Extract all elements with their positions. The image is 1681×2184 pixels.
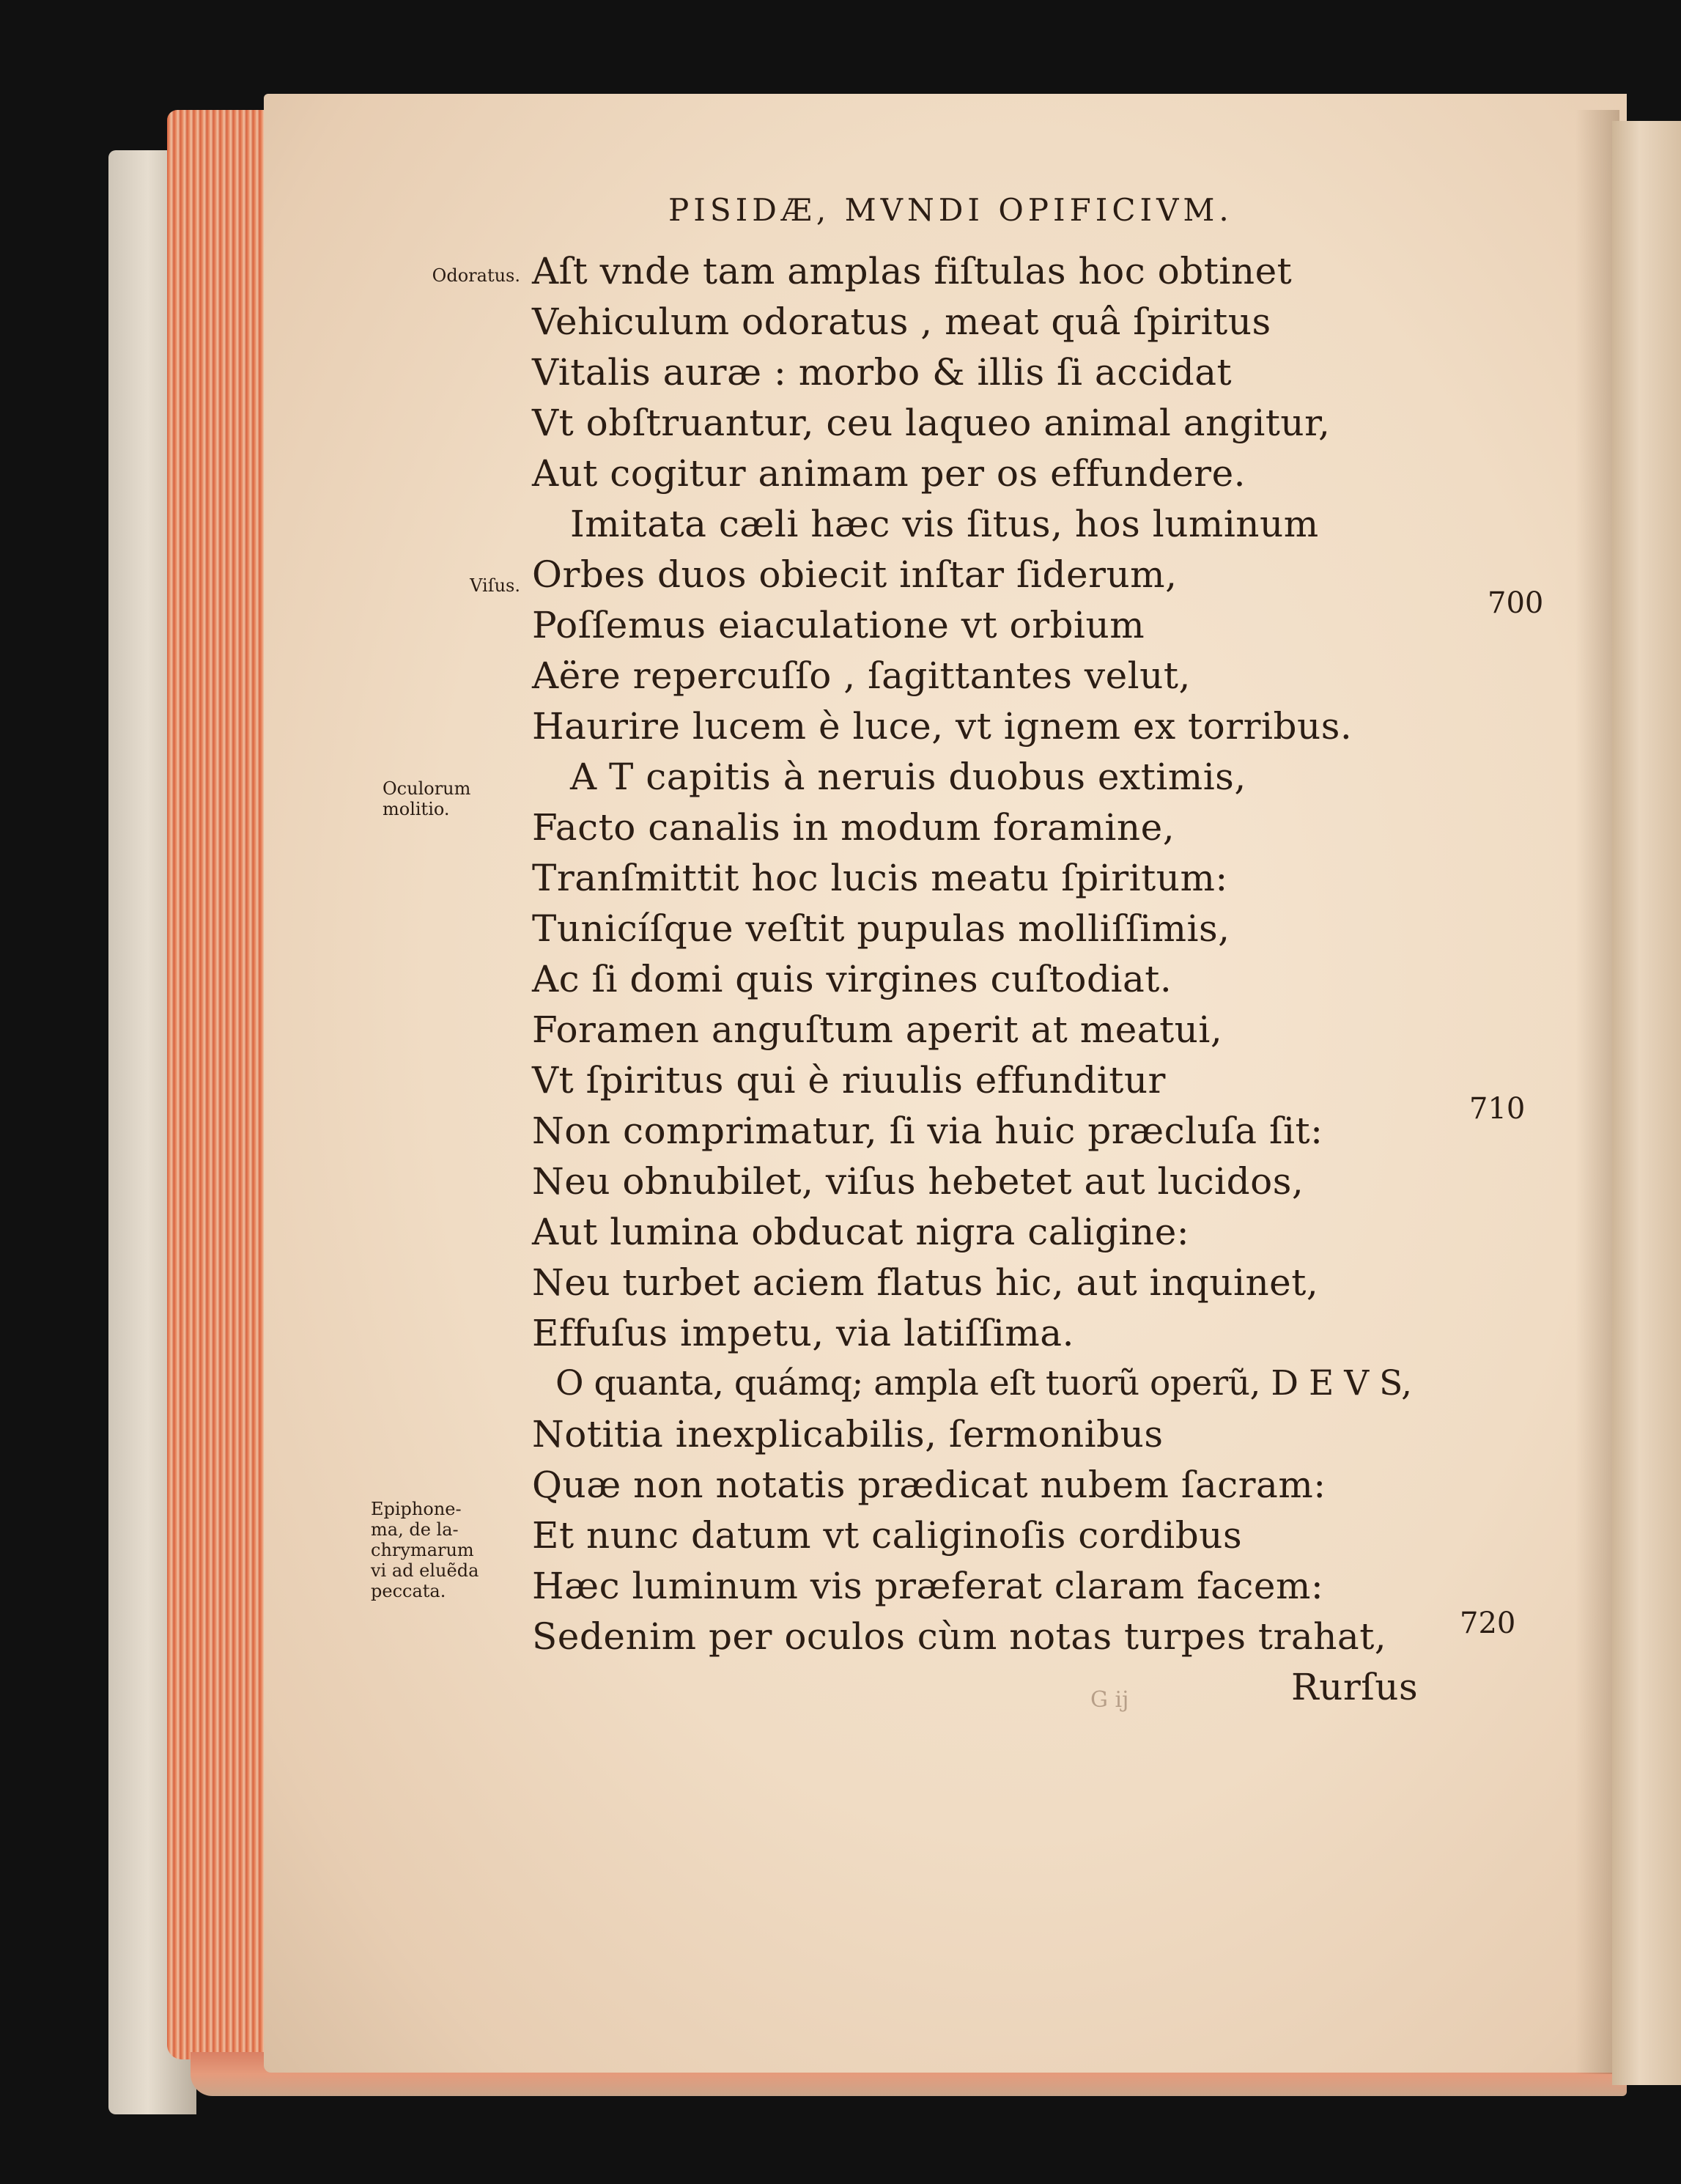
verse-line-18: Non comprimatur, ſi via huic præcluſa ſit: xyxy=(532,1110,1323,1152)
verse-line-10: Haurire lucem è luce, vt ignem ex torribus. xyxy=(532,705,1353,748)
verse-line-16: Foramen anguſtum aperit at meatui, xyxy=(532,1008,1223,1051)
marginal-note-line: Oculorum xyxy=(383,778,471,799)
marginal-note-epiphonema xyxy=(371,1499,517,1601)
marginal-note-line: ma, de la- xyxy=(371,1519,459,1540)
verse-line-23: O quanta, quámq; ampla eſt tuorũ operũ, D E V S, xyxy=(555,1363,1412,1403)
verse-line-9: Aëre repercuſſo , ſagittantes velut, xyxy=(532,654,1191,697)
verse-line-1: Aſt vnde tam amplas fiſtulas hoc obtinet xyxy=(532,250,1293,292)
facing-page-edge xyxy=(1612,121,1681,2085)
marginal-note-line: peccata. xyxy=(371,1581,446,1601)
verse-line-27: Hæc luminum vis præferat claram facem: xyxy=(532,1565,1324,1607)
marginal-note-visus: Viſus. xyxy=(470,575,520,596)
verse-line-3: Vitalis auræ : morbo & illis ſi accidat xyxy=(532,351,1233,394)
verse-line-2: Vehiculum odoratus , meat quâ ſpiritus xyxy=(532,300,1271,343)
verse-line-19: Neu obnubilet, viſus hebetet aut lucidos, xyxy=(532,1160,1304,1203)
line-number-710: 710 xyxy=(1469,1092,1526,1126)
verse-line-21: Neu turbet aciem flatus hic, aut inquinet, xyxy=(532,1261,1319,1304)
catchword: Rurſus xyxy=(1291,1666,1419,1708)
verse-line-25: Quæ non notatis prædicat nubem ſacram: xyxy=(532,1464,1326,1506)
verse-line-12: Facto canalis in modum foramine, xyxy=(532,806,1175,849)
verse-line-14: Tunicíſque veſtit pupulas molliſſimis, xyxy=(532,907,1230,950)
verse-line-28: Sedenim per oculos cùm notas turpes trahat, xyxy=(532,1615,1387,1658)
verse-line-20: Aut lumina obducat nigra caligine: xyxy=(532,1211,1190,1253)
verse-line-5: Aut cogitur animam per os effundere. xyxy=(532,452,1246,495)
line-number-720: 720 xyxy=(1460,1606,1516,1640)
verse-line-17: Vt ſpiritus qui è riuulis effunditur xyxy=(532,1059,1166,1102)
verse-line-26: Et nunc datum vt caliginoſis cordibus xyxy=(532,1514,1243,1557)
marginal-note-line: chrymarum xyxy=(371,1540,474,1560)
verse-line-6: Imitata cæli hæc vis ſitus, hos luminum xyxy=(570,503,1319,545)
verse-line-4: Vt obſtruantur, ceu laqueo animal angitur, xyxy=(532,402,1331,444)
signature-mark: G ij xyxy=(1090,1687,1129,1713)
line-number-700: 700 xyxy=(1488,586,1544,620)
marginal-note-line: vi ad eluẽda xyxy=(371,1560,479,1581)
running-header: PISIDÆ, MVNDI OPIFICIVM. xyxy=(668,192,1233,228)
marginal-note-line: molitio. xyxy=(383,799,450,819)
verse-line-7: Orbes duos obiecit inſtar ſiderum, xyxy=(532,553,1178,596)
verse-line-15: Ac ſi domi quis virgines cuſtodiat. xyxy=(532,958,1172,1000)
verse-line-13: Tranſmittit hoc lucis meatu ſpiritum: xyxy=(532,857,1228,899)
verse-line-8: Poſſemus eiaculatione vt orbium xyxy=(532,604,1145,646)
verse-line-24: Notitia inexplicabilis, ſermonibus xyxy=(532,1413,1164,1456)
marginal-note-oculorum xyxy=(383,778,529,819)
verse-line-22: Effuſus impetu, via latiſſima. xyxy=(532,1312,1074,1354)
verse-line-11: A T capitis à neruis duobus extimis, xyxy=(570,756,1246,798)
marginal-note-odoratus: Odoratus. xyxy=(432,265,520,286)
marginal-note-line: Epiphone- xyxy=(371,1499,462,1519)
